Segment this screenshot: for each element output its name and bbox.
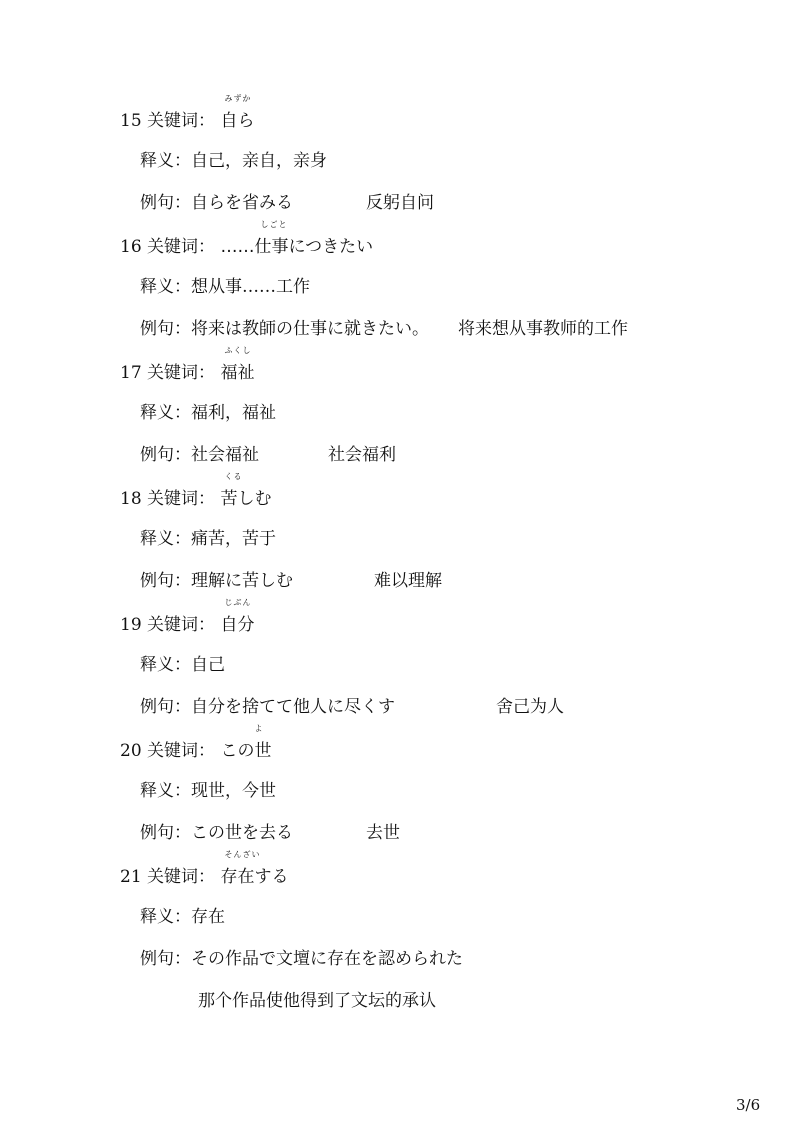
entry-20-meaning: 现世，今世 (191, 781, 276, 801)
entry-18-furigana: くる (224, 472, 243, 481)
entry-18-translation: 难以理解 (374, 571, 442, 591)
entry-15-keyword-text: 自ら (220, 111, 255, 131)
entry-19-keyword-text: 自分 (220, 615, 255, 635)
entry-15-example: 自らを省みる (191, 193, 293, 213)
entry-21-keyword (220, 850, 289, 888)
entry-20-furigana: よ (254, 724, 264, 733)
entry-21-meaning-line (140, 906, 225, 928)
entry-17-keyword-text: 福祉 (220, 363, 255, 383)
entry-21-number: 21 (120, 867, 142, 887)
entry-19-meaning: 自己 (191, 655, 225, 675)
entry-17-number: 17 (120, 363, 142, 383)
entry-21-example: その作品で文壇に存在を認められた (191, 949, 463, 969)
entry-16-example-line (140, 318, 760, 340)
entry-16-example-label: 例句： (140, 319, 191, 339)
entry-18-example-label: 例句： (140, 571, 191, 591)
entry-18-meaning-label: 释义： (140, 529, 191, 549)
entry-18-keyword-label: 关键词： (147, 489, 216, 509)
entry-15-keyword (220, 94, 255, 132)
entry-15-keyword-label: 关键词： (147, 111, 216, 131)
entry-15-meaning-line (140, 150, 327, 172)
entry-21-meaning-label: 释义： (140, 907, 191, 927)
entry-16-keyword-label: 关键词： (147, 237, 216, 257)
entry-18-example: 理解に苦しむ (191, 571, 293, 591)
entry-16-furigana: しごと (260, 220, 288, 229)
entry-17-meaning: 福利，福祉 (191, 403, 276, 423)
entry-17-keyword-label: 关键词： (147, 363, 216, 383)
entry-16-meaning: 想从事……工作 (191, 277, 310, 297)
entry-16-translation: 将来想从事教师的工作 (458, 319, 628, 339)
entry-15-translation: 反躬自问 (366, 193, 434, 213)
entry-17-keyword (220, 346, 255, 384)
entry-18-number: 18 (120, 489, 142, 509)
entry-19-translation: 舍己为人 (496, 697, 564, 717)
entry-15-example-line (140, 192, 740, 214)
entry-15-meaning-label: 释义： (140, 151, 191, 171)
entry-19-example-label: 例句： (140, 697, 191, 717)
entry-15-furigana: みずか (224, 94, 252, 103)
entry-15-meaning: 自己，亲自，亲身 (191, 151, 327, 171)
entry-21-keyword-line (120, 850, 289, 888)
entry-19-meaning-label: 释义： (140, 655, 191, 675)
entry-21-example-line (140, 948, 463, 970)
entry-20-keyword-text: この世 (220, 741, 272, 761)
entry-21-meaning: 存在 (191, 907, 225, 927)
entry-16-keyword-text: ……仕事につきたい (220, 237, 374, 257)
entry-20-meaning-label: 释义： (140, 781, 191, 801)
entry-16-number: 16 (120, 237, 142, 257)
entry-20-example-label: 例句： (140, 823, 191, 843)
entry-17-meaning-label: 释义： (140, 403, 191, 423)
entry-15-keyword-line (120, 94, 255, 132)
entry-21-keyword-label: 关键词： (147, 867, 216, 887)
entry-17-furigana: ふくし (224, 346, 252, 355)
entry-18-keyword-text: 苦しむ (220, 489, 272, 509)
entry-17-meaning-line (140, 402, 276, 424)
entry-20-example: この世を去る (191, 823, 293, 843)
entry-18-keyword-line (120, 472, 272, 510)
entry-21-furigana: そんざい (224, 850, 261, 859)
entry-20-translation: 去世 (366, 823, 400, 843)
entry-19-meaning-line (140, 654, 225, 676)
entry-19-furigana: じぶん (224, 598, 252, 607)
entry-17-example: 社会福祉 (191, 445, 259, 465)
entry-20-number: 20 (120, 741, 142, 761)
entry-19-keyword (220, 598, 255, 636)
entry-21-keyword-text: 存在する (220, 867, 289, 887)
entry-20-example-line (140, 822, 740, 844)
entry-19-keyword-line (120, 598, 255, 636)
entry-15-example-label: 例句： (140, 193, 191, 213)
entry-21-translation: 那个作品使他得到了文坛的承认 (198, 991, 436, 1011)
entry-15-number: 15 (120, 111, 142, 131)
entry-16-meaning-label: 释义： (140, 277, 191, 297)
entry-18-meaning: 痛苦，苦于 (191, 529, 276, 549)
entry-19-example-line (140, 696, 740, 718)
entry-18-keyword (220, 472, 272, 510)
entry-18-meaning-line (140, 528, 276, 550)
entry-20-keyword-line (120, 724, 272, 762)
entry-19-number: 19 (120, 615, 142, 635)
entry-20-keyword (220, 724, 272, 762)
entry-21-translation-line (198, 990, 436, 1012)
entry-20-keyword-label: 关键词： (147, 741, 216, 761)
entry-16-meaning-line (140, 276, 310, 298)
entry-17-keyword-line (120, 346, 255, 384)
entry-17-translation: 社会福利 (328, 445, 396, 465)
entry-19-example: 自分を捨てて他人に尽くす (191, 697, 395, 717)
entry-16-keyword (220, 220, 374, 258)
entry-17-example-line (140, 444, 740, 466)
entry-20-meaning-line (140, 780, 276, 802)
entry-19-keyword-label: 关键词： (147, 615, 216, 635)
entry-16-example: 将来は教師の仕事に就きたい。 (191, 319, 429, 339)
page-number: 3/6 (736, 1096, 761, 1114)
entry-17-example-label: 例句： (140, 445, 191, 465)
entry-16-keyword-line (120, 220, 374, 258)
entry-18-example-line (140, 570, 740, 592)
entry-21-example-label: 例句： (140, 949, 191, 969)
